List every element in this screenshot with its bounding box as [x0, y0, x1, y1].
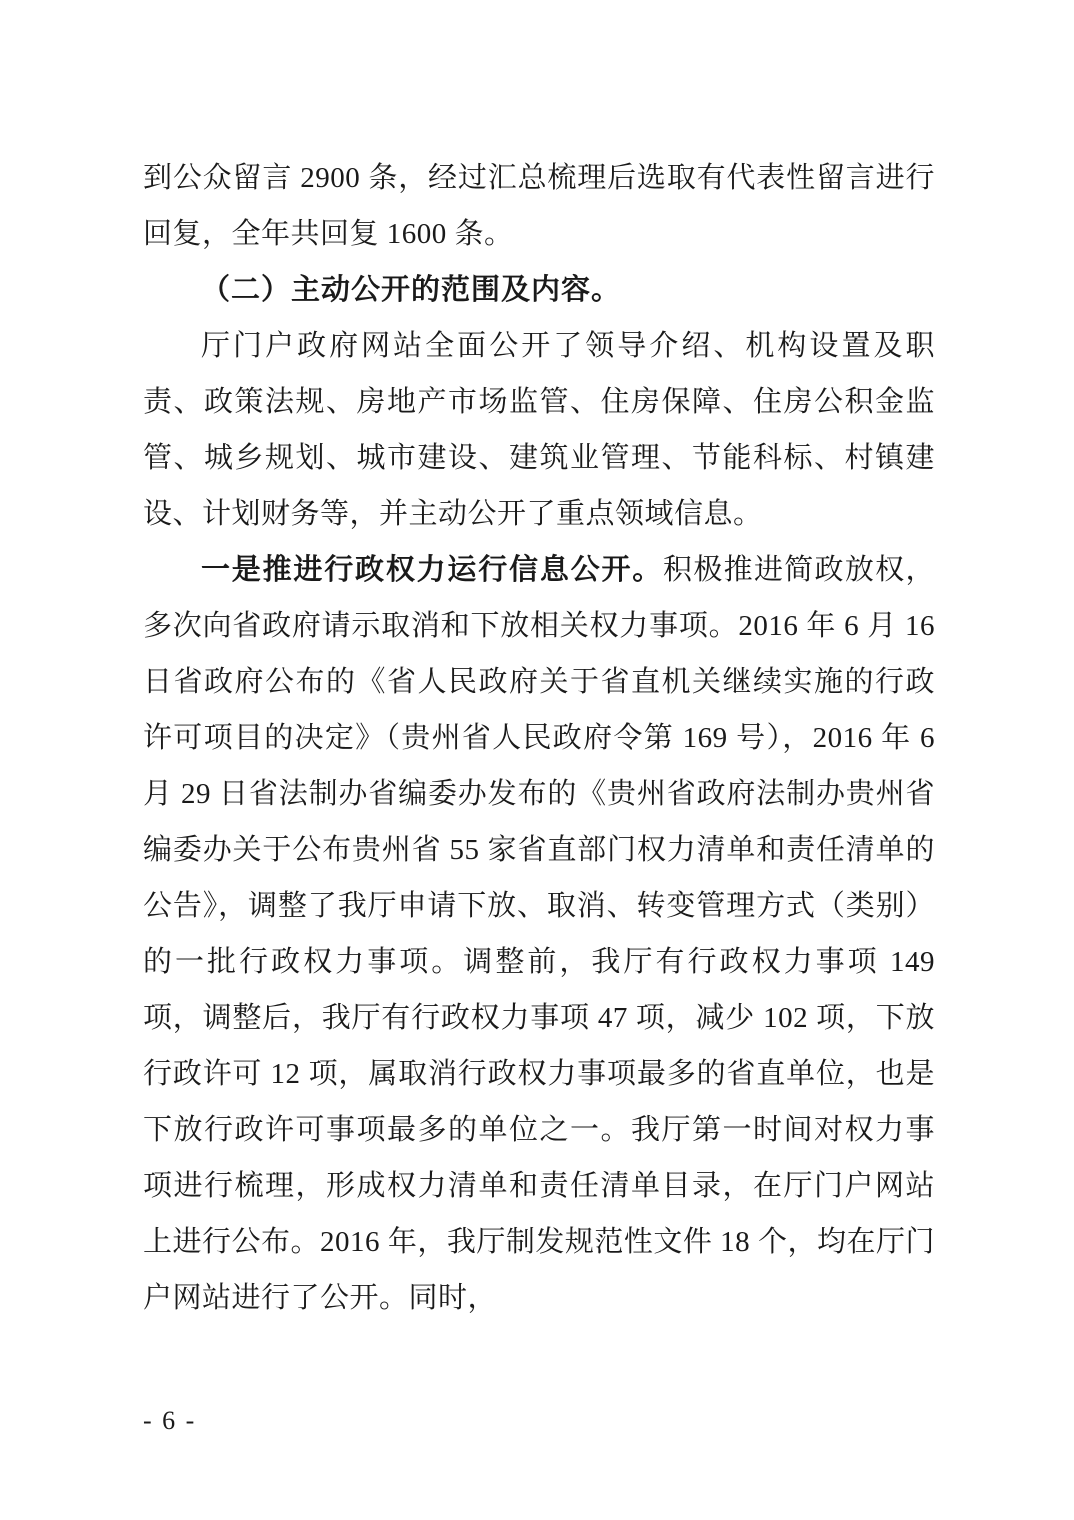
document-body: [143, 150, 935, 1326]
paragraph-disclosure-scope: 厅门户政府网站全面公开了领导介绍、机构设置及职责、政策法规、房地产市场监管、住房保障、住房公积金监管、城乡规划、城市建设、建筑业管理、节能科标、村镇建设、计划财务等，并主动公开了重点领域信息。: [143, 330, 935, 530]
paragraph-continuation: 到公众留言 2900 条，经过汇总梳理后选取有代表性留言进行回复，全年共回复 1600 条。: [143, 162, 935, 250]
page-footer: [143, 1406, 196, 1436]
section-heading: （二）主动公开的范围及内容。: [201, 274, 622, 306]
page-number: - 6 -: [143, 1406, 197, 1435]
paragraph-lead-bold: 一是推进行政权力运行信息公开。: [201, 554, 664, 586]
paragraph-administrative-power: [143, 542, 935, 1326]
paragraph-body-text: 积极推进简政放权，多次向省政府请示取消和下放相关权力事项。2016 年 6 月 16 日省政府公布的《省人民政府关于省直机关继续实施的行政许可项目的决定》（贵州省人民政府令第 169 号），2016 年 6 月 29 日省法制办省编委办发布的《贵州省政府法制办贵州省编委办关于公布贵州省 55 家省直部门权力清单和责任清单的公告》，调整了我厅申请下放、取消、转变管理方式（类别）的一批行政权力事项。调整前，我厅有行政权力事项 149 项，调整后，我厅有行政权力事项 47 项，减少 102 项，下放行政许可 12 项，属取消行政权力事项最多的省直单位，也是下放行政许可事项最多的单位之一。我厅第一时间对权力事项进行梳理，形成权力清单和责任清单目录，在厅门户网站上进行公布。2016 年，我厅制发规范性文件 18 个，均在厅门户网站进行了公开。同时，: [143, 554, 935, 1314]
